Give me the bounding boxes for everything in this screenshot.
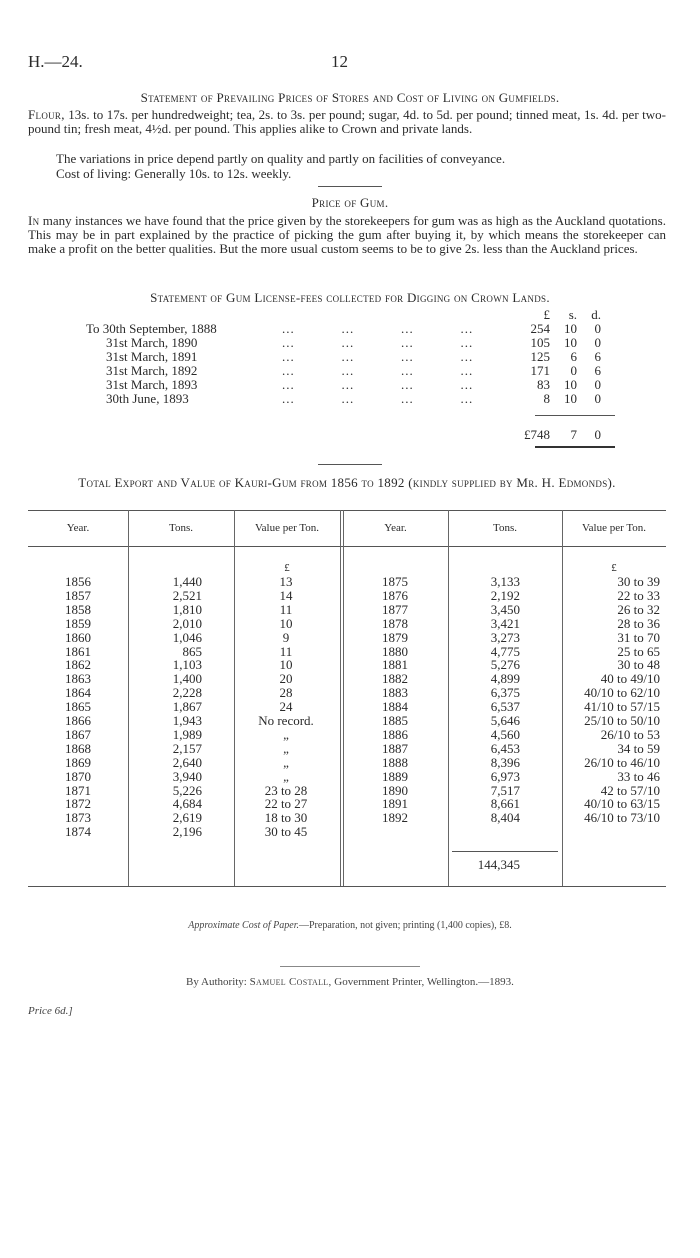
prices-text: 13s. to 17s. per hundredweight; tea, 2s. to 3s. per pound; sugar, 4d. to 5d. per pound; tinned meat, 1s. 4d. per two-pound tin; fresh meat, 4½d. per pound. This applies alike to Crown and private lands.: [28, 107, 666, 136]
year-cell: 1884: [382, 699, 408, 714]
document-reference: H.—24.: [28, 52, 83, 71]
header-value-1: Value per Ton.: [254, 522, 320, 534]
value-cell: 42 to 57/10: [600, 783, 660, 798]
column-divider: [128, 510, 129, 886]
total-pence: 0: [594, 427, 601, 442]
export-title: Total Export and Value of Kauri-Gum from 1856 to 1892 (kindly supplied by Mr. H. Edmonds).: [78, 475, 616, 490]
value-cell: 34 to 59: [617, 741, 660, 756]
gum-price-title: Price of Gum.: [311, 195, 389, 210]
cost-text: —Preparation, not given; printing (1,400 copies), £8.: [298, 920, 512, 931]
license-date: 31st March, 1893: [106, 377, 198, 392]
authority-line: By Authority: Samuel Costall, Government Printer, Wellington.—1893.: [186, 976, 514, 988]
value-cell: 26/10 to 53: [600, 727, 660, 742]
cost-label: Approximate Cost of Paper.: [188, 920, 299, 931]
license-pounds: 105: [530, 335, 550, 350]
gum-price-lead: In: [28, 213, 40, 228]
tons-cell: 4,899: [490, 671, 520, 686]
tons-cell: 3,421: [490, 616, 520, 631]
page-number: 12: [331, 52, 348, 71]
value-cell: 24: [279, 699, 293, 714]
year-cell: 1879: [382, 630, 408, 645]
year-cell: 1877: [382, 602, 408, 617]
license-shillings: 10: [564, 321, 577, 336]
license-pence: 6: [594, 363, 601, 378]
value-cell: 40/10 to 62/10: [584, 685, 660, 700]
gum-price-text: many instances we have found that the price given by the storekeepers for gum was as high as the Auckland quotations. This may be in part explained by the practice of picking the gum after buying it, by which means the storekeeper can make a profit on the better qualities. But the more usual custom seems to be to give 2s. less than the Auckland prices.: [28, 213, 666, 256]
value-cell: 14: [279, 588, 293, 603]
tons-cell: 3,450: [490, 602, 520, 617]
tons-cell: 6,453: [490, 741, 520, 756]
year-cell: 1865: [65, 699, 91, 714]
tons-cell: 7,517: [490, 783, 520, 798]
tons-cell: 1,810: [172, 602, 202, 617]
value-cell: 28: [279, 685, 293, 700]
total-shillings: 7: [570, 427, 577, 442]
year-cell: 1890: [382, 783, 408, 798]
divider: [318, 464, 382, 465]
leader-dots: ... ... ... ...: [282, 363, 474, 378]
year-cell: 1876: [382, 588, 408, 603]
license-date: 31st March, 1891: [106, 349, 198, 364]
value-cell: 33 to 46: [617, 769, 660, 784]
prices-lead: Flour,: [28, 107, 65, 122]
tons-cell: 1,989: [172, 727, 202, 742]
year-cell: 1868: [65, 741, 91, 756]
year-cell: 1871: [65, 783, 91, 798]
leader-dots: ... ... ... ...: [282, 321, 474, 336]
year-cell: 1858: [65, 602, 91, 617]
total-tons: 144,345: [477, 857, 520, 872]
tons-cell: 2,010: [172, 616, 202, 631]
tons-cell: 2,521: [172, 588, 202, 603]
year-cell: 1888: [382, 755, 408, 770]
tons-cell: 1,440: [172, 574, 202, 589]
header-year-2: Year.: [384, 522, 407, 534]
year-cell: 1856: [65, 574, 91, 589]
value-cell: 26 to 32: [617, 602, 660, 617]
value-cell: 28 to 36: [617, 616, 660, 631]
value-cell: 11: [279, 644, 293, 659]
license-shillings: 0: [570, 363, 577, 378]
year-cell: 1880: [382, 644, 408, 659]
license-row: [60, 378, 620, 391]
year-cell: 1860: [65, 630, 91, 645]
value-cell: 31 to 70: [617, 630, 660, 645]
license-row: [60, 392, 620, 405]
table-bottom-rule: [28, 886, 666, 887]
tons-cell: 1,046: [172, 630, 202, 645]
tons-cell: 6,973: [490, 769, 520, 784]
license-pence: 0: [594, 377, 601, 392]
value-cell: 26/10 to 46/10: [584, 755, 660, 770]
tons-cell: 8,396: [490, 755, 520, 770]
year-cell: 1874: [65, 824, 91, 839]
tons-cell: 1,943: [172, 713, 202, 728]
license-date: 31st March, 1892: [106, 363, 198, 378]
value-cell: 30 to 39: [617, 574, 660, 589]
tons-cell: 2,196: [172, 824, 202, 839]
year-cell: 1866: [65, 713, 91, 728]
tons-cell: 1,103: [172, 657, 202, 672]
value-cell: 13: [279, 574, 293, 589]
license-pence: 6: [594, 349, 601, 364]
cost-of-living: Cost of living: Generally 10s. to 12s. weekly.: [56, 166, 292, 181]
year-cell: 1861: [65, 644, 91, 659]
tons-cell: 8,404: [490, 810, 520, 825]
tons-sum-rule: [452, 851, 558, 852]
value-cell: 40/10 to 63/15: [584, 796, 660, 811]
license-pounds: 83: [537, 377, 550, 392]
value-cell: 18 to 30: [264, 810, 308, 825]
leader-dots: ... ... ... ...: [282, 335, 474, 350]
value-cell: 11: [279, 602, 293, 617]
tons-cell: 5,646: [490, 713, 520, 728]
prices-title: Statement of Prevailing Prices of Stores and Cost of Living on Gumfields.: [140, 90, 560, 105]
license-pence: 0: [594, 391, 601, 406]
tons-cell: 2,228: [172, 685, 202, 700]
pound-unit-right: £: [611, 562, 617, 574]
license-date: 30th June, 1893: [106, 391, 189, 406]
column-divider: [343, 510, 344, 886]
license-shillings: 10: [564, 391, 577, 406]
value-cell: No record.: [258, 713, 314, 728]
year-cell: 1892: [382, 810, 408, 825]
license-row: [60, 364, 620, 377]
value-cell: 30 to 48: [617, 657, 660, 672]
total-pounds: £748: [524, 427, 550, 442]
tons-cell: 4,684: [172, 796, 202, 811]
shillings-unit: s.: [568, 307, 577, 322]
license-title: Statement of Gum License-fees collected for Digging on Crown Lands.: [150, 290, 550, 305]
value-cell: 23 to 28: [264, 783, 308, 798]
value-cell: 22 to 33: [617, 588, 660, 603]
license-row: [60, 350, 620, 363]
value-cell: 40 to 49/10: [600, 671, 660, 686]
header-tons-1: Tons.: [169, 522, 193, 534]
license-row: [60, 336, 620, 349]
pound-unit-left: £: [284, 562, 290, 574]
year-cell: 1883: [382, 685, 408, 700]
value-cell: „: [283, 741, 289, 756]
license-date: To 30th September, 1888: [86, 321, 217, 336]
year-cell: 1875: [382, 574, 408, 589]
gum-price-paragraph: [28, 214, 666, 256]
year-cell: 1889: [382, 769, 408, 784]
table-header-rule: [28, 546, 666, 547]
tons-cell: 3,940: [172, 769, 202, 784]
tons-cell: 2,619: [172, 810, 202, 825]
license-pounds: 254: [530, 321, 550, 336]
year-cell: 1882: [382, 671, 408, 686]
year-cell: 1885: [382, 713, 408, 728]
year-cell: 1870: [65, 769, 91, 784]
cost-note: [0, 920, 700, 931]
year-cell: 1869: [65, 755, 91, 770]
value-cell: 30 to 45: [264, 824, 308, 839]
value-cell: 20: [279, 671, 293, 686]
pounds-unit: £: [543, 307, 550, 322]
tons-cell: 4,560: [490, 727, 520, 742]
license-pence: 0: [594, 335, 601, 350]
year-cell: 1878: [382, 616, 408, 631]
year-cell: 1864: [65, 685, 91, 700]
license-shillings: 6: [570, 349, 577, 364]
value-cell: 22 to 27: [264, 796, 308, 811]
tons-cell: 6,375: [490, 685, 520, 700]
license-sum-rule: [535, 415, 615, 416]
year-cell: 1886: [382, 727, 408, 742]
table-top-rule: [28, 510, 666, 511]
tons-cell: 3,133: [490, 574, 520, 589]
tons-cell: 8,661: [490, 796, 520, 811]
value-cell: 10: [279, 657, 293, 672]
year-cell: 1859: [65, 616, 91, 631]
tons-cell: 1,400: [172, 671, 202, 686]
column-divider: [448, 510, 449, 886]
year-cell: 1857: [65, 588, 91, 603]
value-cell: 25/10 to 50/10: [584, 713, 660, 728]
tons-cell: 865: [182, 644, 202, 659]
year-cell: 1863: [65, 671, 91, 686]
value-cell: 10: [279, 616, 293, 631]
year-cell: 1862: [65, 657, 91, 672]
license-total: [60, 428, 620, 441]
license-row: [60, 322, 620, 335]
divider: [318, 186, 382, 187]
license-pence: 0: [594, 321, 601, 336]
header-tons-2: Tons.: [493, 522, 517, 534]
license-pounds: 125: [530, 349, 550, 364]
header-value-2: Value per Ton.: [581, 522, 647, 534]
tons-cell: 3,273: [490, 630, 520, 645]
license-shillings: 10: [564, 377, 577, 392]
year-cell: 1881: [382, 657, 408, 672]
license-shillings: 10: [564, 335, 577, 350]
tons-cell: 4,775: [490, 644, 520, 659]
year-cell: 1891: [382, 796, 408, 811]
tons-cell: 2,192: [490, 588, 520, 603]
footer-rule: [280, 966, 420, 967]
header-year-1: Year.: [66, 522, 90, 534]
value-cell: 46/10 to 73/10: [584, 810, 660, 825]
year-cell: 1867: [65, 727, 91, 742]
pence-unit: d.: [591, 307, 601, 322]
column-divider: [340, 510, 341, 886]
license-total-rule: [535, 446, 615, 448]
value-cell: 25 to 65: [617, 644, 660, 659]
license-pounds: 171: [530, 363, 550, 378]
tons-cell: 1,867: [172, 699, 202, 714]
license-pounds: 8: [543, 391, 550, 406]
year-cell: 1872: [65, 796, 91, 811]
value-cell: „: [283, 769, 289, 784]
tons-cell: 2,640: [172, 755, 202, 770]
leader-dots: ... ... ... ...: [282, 391, 474, 406]
tons-cell: 5,226: [172, 783, 202, 798]
leader-dots: ... ... ... ...: [282, 349, 474, 364]
value-cell: 41/10 to 57/15: [584, 699, 660, 714]
license-date: 31st March, 1890: [106, 335, 198, 350]
tons-cell: 5,276: [490, 657, 520, 672]
price-note: Price 6d.]: [28, 1005, 73, 1017]
leader-dots: ... ... ... ...: [282, 377, 474, 392]
license-units: [60, 308, 620, 321]
prices-paragraph: [28, 108, 666, 136]
value-cell: „: [283, 755, 289, 770]
prices-variations: The variations in price depend partly on quality and partly on facilities of conveyance.: [56, 151, 506, 166]
year-cell: 1873: [65, 810, 91, 825]
tons-cell: 6,537: [490, 699, 520, 714]
tons-cell: 2,157: [172, 741, 202, 756]
value-cell: 9: [282, 630, 290, 645]
value-cell: „: [283, 727, 289, 742]
year-cell: 1887: [382, 741, 408, 756]
